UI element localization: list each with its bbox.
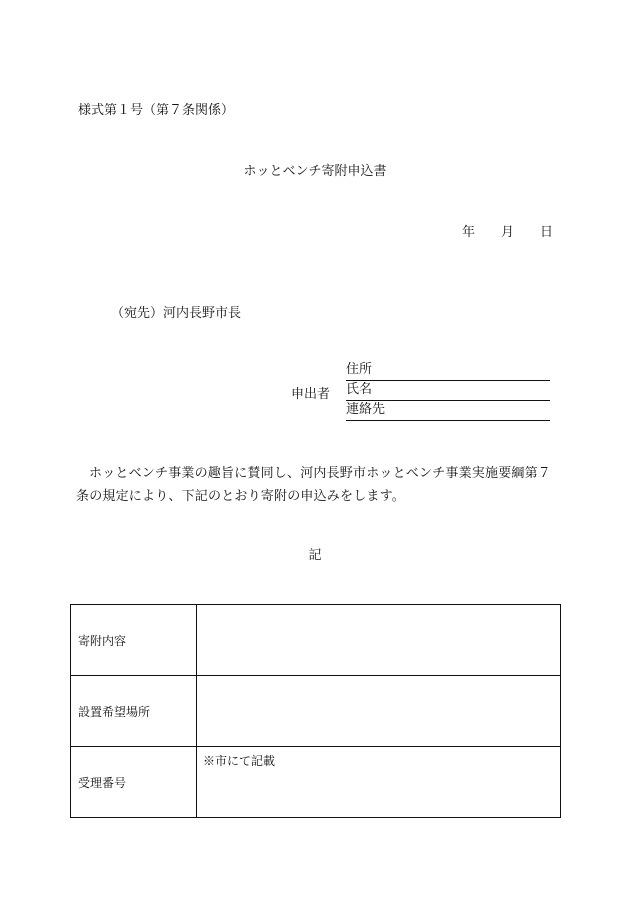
form-number: 様式第１号（第７条関係） <box>78 103 235 118</box>
table-row <box>71 747 561 818</box>
ki-label: 記 <box>308 548 322 563</box>
contact-field[interactable] <box>346 402 550 421</box>
addressee: （宛先）河内長野市長 <box>111 306 242 321</box>
receipt-number-label: 受理番号 <box>71 747 197 818</box>
document-title: ホッとベンチ寄附申込書 <box>243 164 387 179</box>
table-row <box>71 605 561 676</box>
receipt-number-note: ※市にて記載 <box>197 747 561 818</box>
donation-content-input[interactable] <box>197 605 561 676</box>
address-field-label: 住所 <box>346 362 373 377</box>
name-field[interactable] <box>346 382 550 401</box>
date-month-label: 月 <box>501 225 515 240</box>
address-field[interactable] <box>346 362 550 381</box>
date-year-label: 年 <box>462 225 476 240</box>
install-location-input[interactable] <box>197 676 561 747</box>
install-location-label: 設置希望場所 <box>71 676 197 747</box>
name-field-label: 氏名 <box>346 382 373 397</box>
body-paragraph: ホッとベンチ事業の趣旨に賛同し、河内長野市ホッとベンチ事業実施要綱第７条の規定により、下記のとおり寄附の申込みをします。 <box>76 466 552 504</box>
table-row <box>71 676 561 747</box>
donation-content-label: 寄附内容 <box>71 605 197 676</box>
date-day-label: 日 <box>540 225 554 240</box>
contact-field-label: 連絡先 <box>346 402 386 417</box>
donation-info-table <box>70 604 561 818</box>
applicant-label: 申出者 <box>291 387 331 402</box>
date-line <box>462 221 553 240</box>
